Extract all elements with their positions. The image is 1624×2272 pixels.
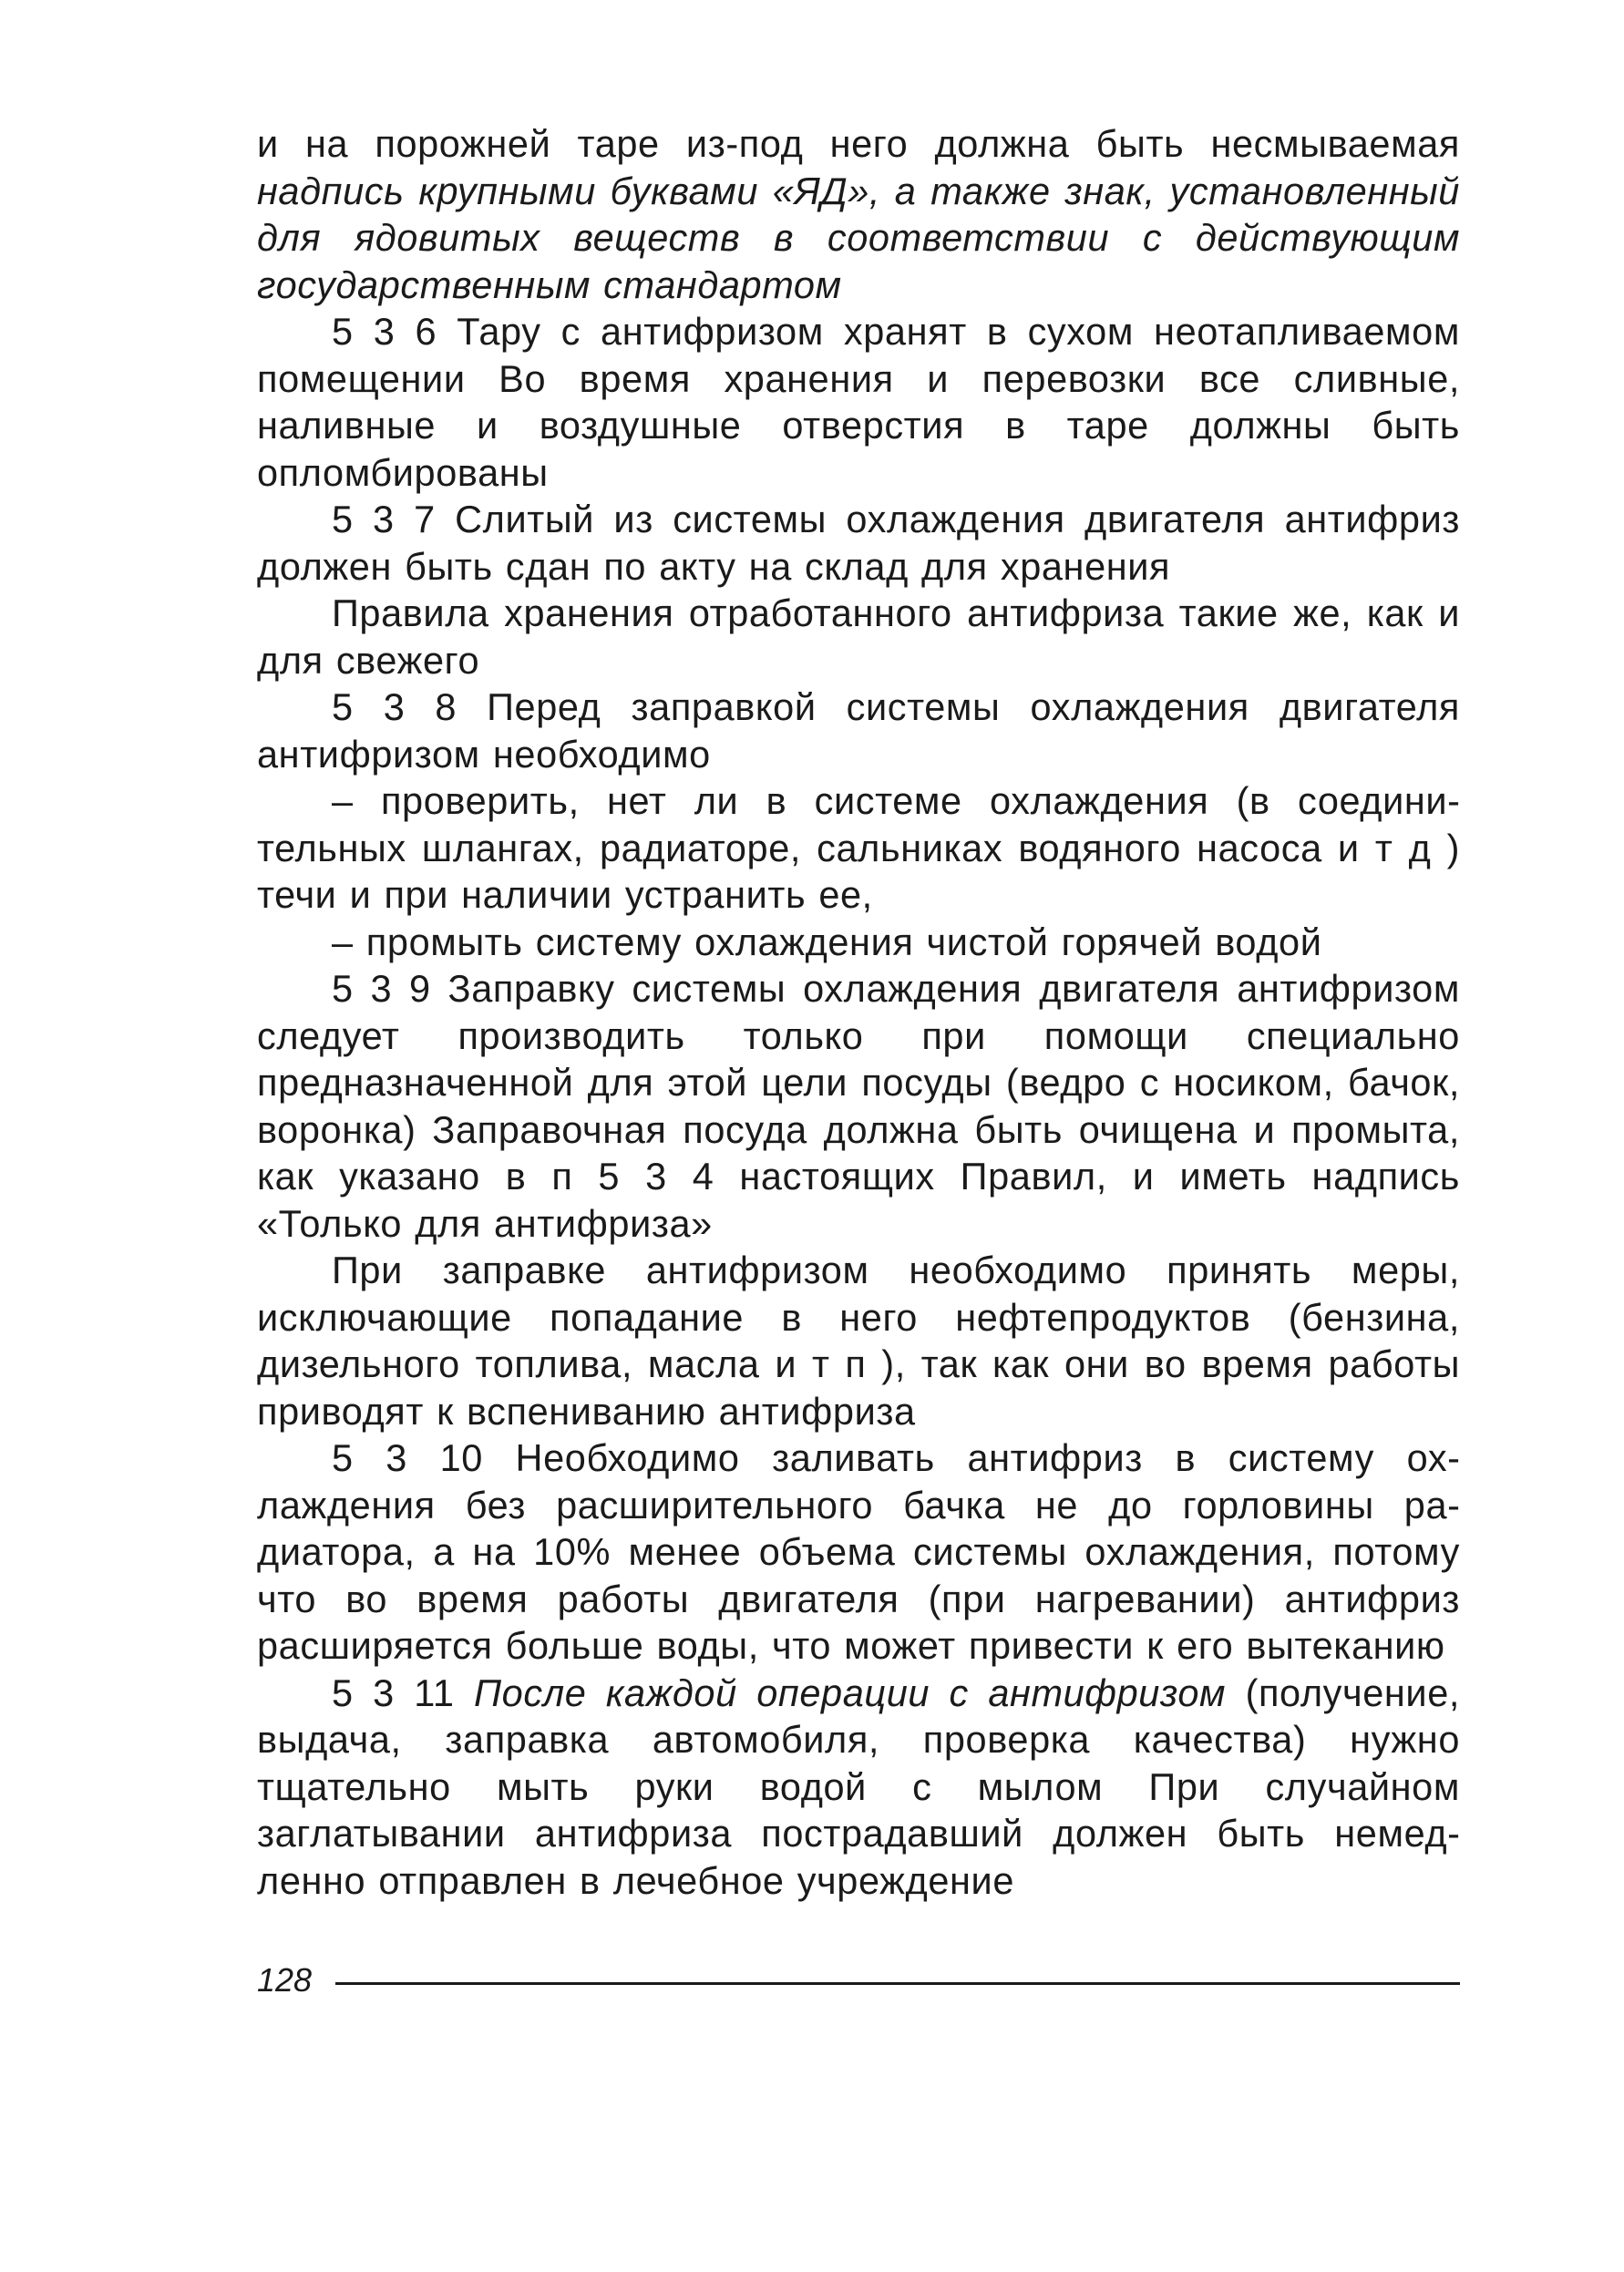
paragraph-refuel-measures: При заправке антифризом необходимо принять меры, исключающие попадание в него нефтепродуктов (бензина, дизельного топлива, масла и т п ), так как они во время работы приводят к вспениванию антифриза [257,1249,1460,1433]
list-item-flush-system: – промыть систему охлаждения чистой горячей водой [332,920,1322,963]
page-footer [257,1961,1460,2000]
body-text [257,120,1460,1904]
paragraph-5-3-7: 5 3 7 Слитый из системы охлаждения двигателя антифриз должен быть сдан по акту на склад для хранения [257,498,1460,588]
footer-rule [335,1982,1460,1985]
list-item-check-leaks: – проверить, нет ли в системе охлаждения (в соединительных шлангах, радиаторе, сальниках водяного насоса и т д ) течи и при наличии устранить ее, [257,779,1460,916]
paragraph-5-3-9: 5 3 9 Заправку системы охлаждения двигателя антифризом следует производить только при помощи специально предназначенной для этой цели посуды (ведро с носиком, бачок, воронка) Заправочная посуда должна быть очищена и промыта, как указано в п 5 3 4 настоящих Правил, и иметь надпись «Только для антифриза» [257,967,1460,1245]
paragraph-storage-rules: Правила хранения отработанного антифриза такие же, как и для свежего [257,591,1460,682]
paragraph-continuation: и на порожней таре из-под него должна быть несмываемая надпись крупными буквами «ЯД», а также знак, установленный для ядовитых веществ в соответствии с действующим государственным стандартом [257,122,1460,306]
paragraph-5-3-6: 5 3 6 Тару с антифризом хранят в сухом неотапливаемом помещении Во время хранения и перевозки все сливные, наливные и воздушные отверстия в таре должны быть опломбированы [257,310,1460,494]
italic-phrase: надпись крупными буквами «ЯД», а также знак, установленный для ядовитых веществ в соответствии с действующим государственным стандартом [257,169,1460,306]
paragraph-5-3-11: 5 3 11 После каждой операции с антифризом (получение, выдача, заправка автомобиля, проверка качества) нужно тщательно мыть руки водой с мылом При случайном заглатывании антифриза пострадавший должен быть немедленно отправлен в лечебное учреждение [257,1671,1461,1902]
paragraph-5-3-8: 5 3 8 Перед заправкой системы охлаждения двигателя антифризом необходимо [257,685,1460,776]
italic-phrase: После каждой операции с антифризом [474,1671,1227,1714]
paragraph-5-3-10: 5 3 10 Необходимо заливать антифриз в систему охлаждения без расширительного бачка не до горловины радиатора, а на 10% менее объема системы охлаждения, потому что во время работы двигателя (при нагревании) антифриз расширяется больше воды, что может привести к его вытеканию [257,1436,1460,1667]
page-number: 128 [257,1961,313,1999]
